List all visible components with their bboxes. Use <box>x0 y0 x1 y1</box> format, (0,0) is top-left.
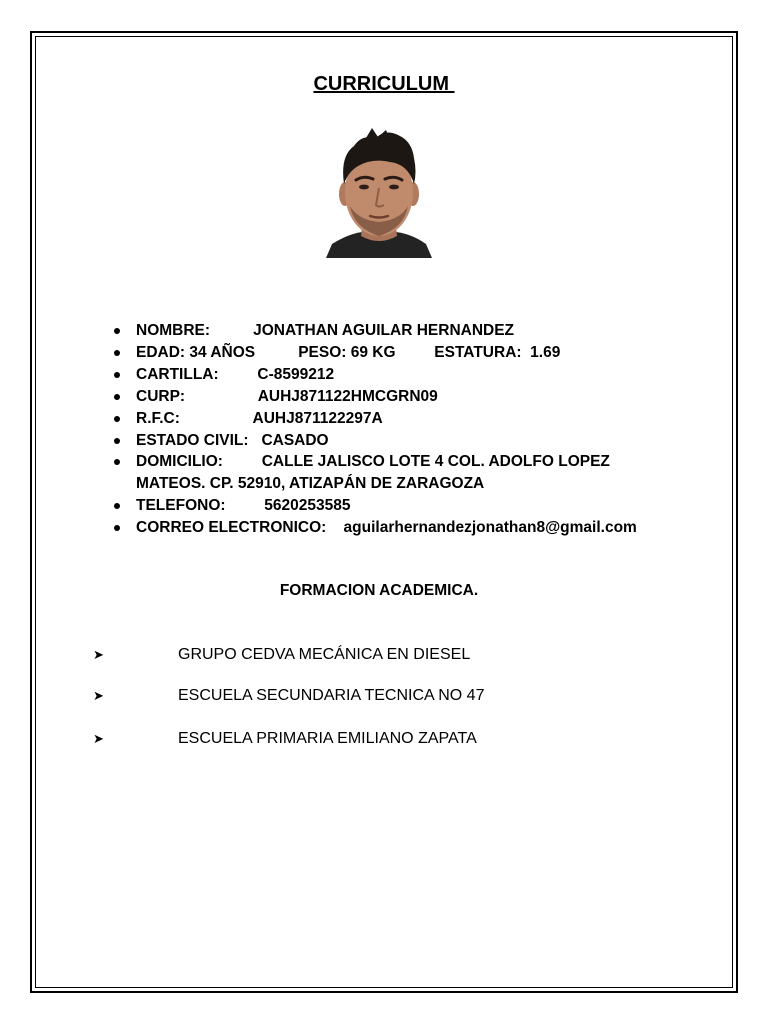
document-title: CURRICULUM <box>313 73 455 95</box>
arrowhead-bullet-icon: ➤ <box>93 731 104 746</box>
profile-photo <box>326 128 432 258</box>
info-domicilio: DOMICILIO: CALLE JALISCO LOTE 4 COL. ADOLFO LOPEZ MATEOS. CP. 52910, ATIZAPÁN DE ZARAGOZA <box>136 453 610 493</box>
list-item <box>113 364 637 386</box>
bullet-icon <box>114 372 120 378</box>
education-heading: FORMACION ACADEMICA. <box>279 582 479 599</box>
info-telefono: TELEFONO: 5620253585 <box>136 497 351 515</box>
arrowhead-bullet-icon: ➤ <box>93 647 104 662</box>
list-item <box>113 430 637 452</box>
bullet-icon <box>114 525 120 531</box>
education-item-label: GRUPO CEDVA MECÁNICA EN DIESEL <box>178 646 471 663</box>
info-estado-civil: ESTADO CIVIL: CASADO <box>136 431 329 449</box>
arrowhead-bullet-icon: ➤ <box>93 688 104 703</box>
personal-info-list <box>113 320 637 539</box>
list-item <box>113 495 637 517</box>
info-correo: CORREO ELECTRONICO: aguilarhernandezjonathan8@gmail.com <box>136 519 637 537</box>
list-item <box>113 342 637 364</box>
info-edad-peso-estatura: EDAD: 34 AÑOS PESO: 69 KG ESTATURA: 1.69 <box>136 343 561 361</box>
bullet-icon <box>114 503 120 509</box>
info-curp: CURP: AUHJ871122HMCGRN09 <box>136 387 438 405</box>
bullet-icon <box>114 416 120 422</box>
list-item <box>113 320 637 342</box>
education-item-label: ESCUELA PRIMARIA EMILIANO ZAPATA <box>178 730 477 747</box>
list-item <box>113 451 637 495</box>
bullet-icon <box>114 328 120 334</box>
list-item <box>113 386 637 408</box>
bullet-icon <box>114 459 120 465</box>
list-item <box>113 517 637 539</box>
info-rfc: R.F.C: AUHJ871122297A <box>136 409 383 427</box>
info-nombre: NOMBRE: JONATHAN AGUILAR HERNANDEZ <box>136 322 515 339</box>
bullet-icon <box>114 350 120 356</box>
bullet-icon <box>114 394 120 400</box>
bullet-icon <box>114 438 120 444</box>
education-item-label: ESCUELA SECUNDARIA TECNICA NO 47 <box>178 687 485 704</box>
info-cartilla: CARTILLA: C-8599212 <box>136 365 335 383</box>
list-item <box>113 408 637 430</box>
